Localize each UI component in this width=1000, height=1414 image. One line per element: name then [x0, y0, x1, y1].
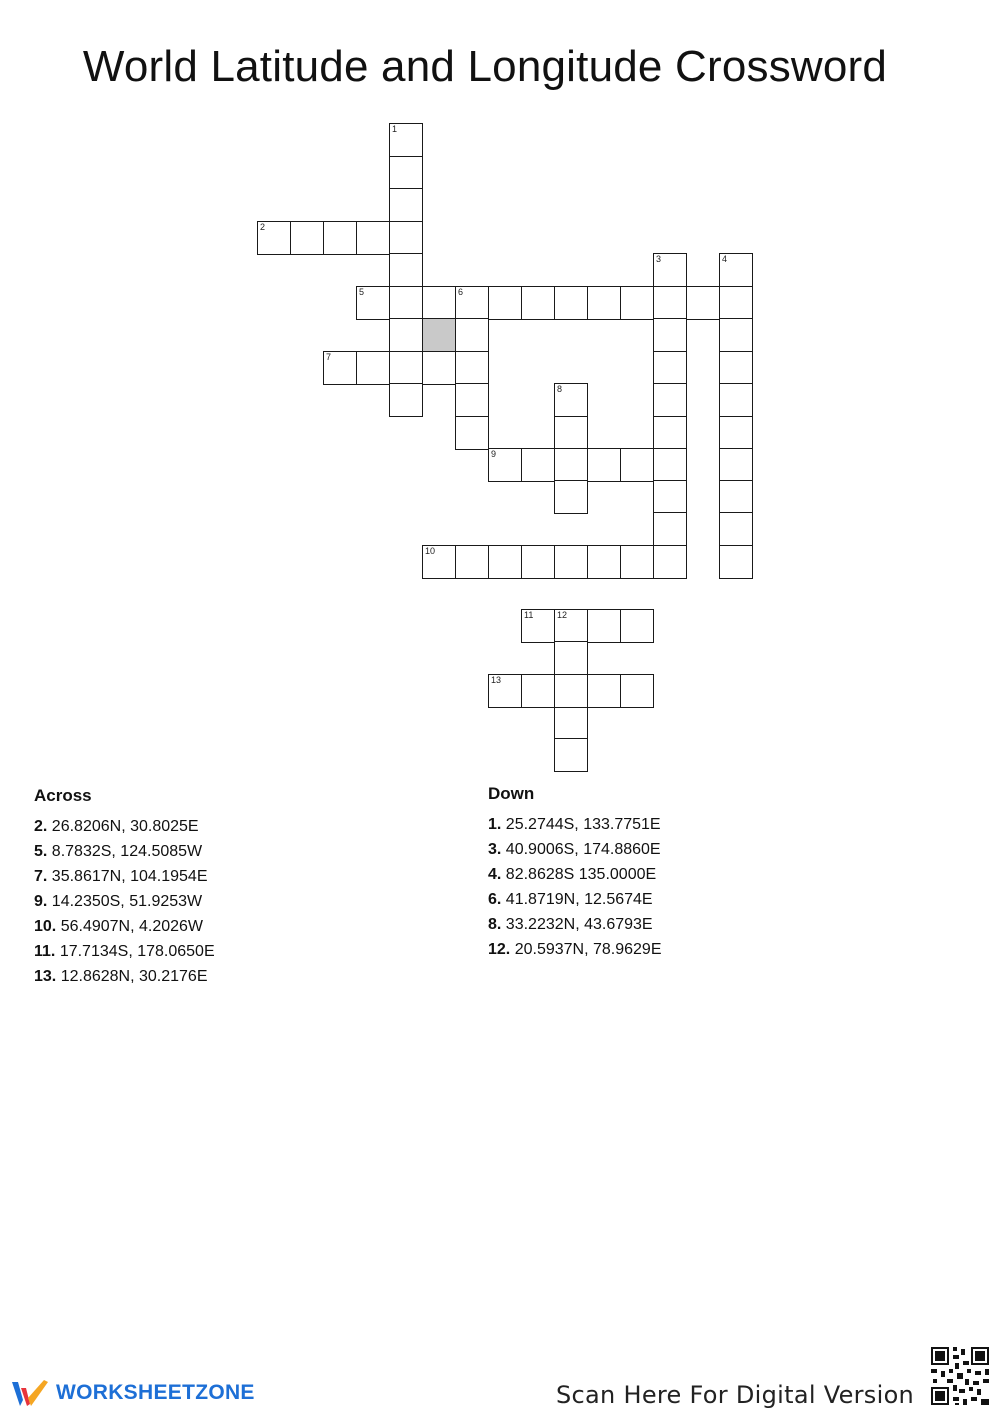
clue-number-label: 12	[557, 610, 568, 620]
crossword-cell[interactable]	[521, 674, 555, 708]
crossword-cell[interactable]	[422, 286, 456, 320]
crossword-cell[interactable]	[653, 545, 687, 579]
crossword-cell[interactable]	[554, 545, 588, 579]
crossword-cell[interactable]	[389, 253, 423, 287]
crossword-cell[interactable]	[455, 383, 489, 417]
clue-item	[34, 814, 215, 839]
crossword-cell[interactable]	[554, 674, 588, 708]
clue-number: 9.	[34, 893, 48, 910]
crossword-cell[interactable]	[389, 383, 423, 417]
crossword-cell[interactable]	[521, 545, 555, 579]
crossword-cell[interactable]	[389, 221, 423, 255]
crossword-cell[interactable]	[587, 448, 621, 482]
crossword-cell[interactable]	[587, 545, 621, 579]
crossword-cell[interactable]	[554, 448, 588, 482]
crossword-cell[interactable]	[653, 480, 687, 514]
clue-text: 40.9006S, 174.8860E	[505, 841, 661, 858]
crossword-cell[interactable]	[521, 609, 555, 643]
clue-number-label: 4	[722, 254, 728, 264]
crossword-cell[interactable]	[653, 416, 687, 450]
clue-number: 11.	[34, 943, 56, 960]
clue-number-label: 2	[260, 222, 266, 232]
crossword-cell[interactable]	[455, 351, 489, 385]
crossword-cell[interactable]	[455, 286, 489, 320]
crossword-cell[interactable]	[521, 448, 555, 482]
across-clue-list	[34, 814, 215, 989]
down-clue-list	[488, 812, 662, 962]
clue-number-label: 7	[326, 352, 332, 362]
crossword-cell[interactable]	[719, 480, 753, 514]
crossword-cell[interactable]	[587, 609, 621, 643]
crossword-cell[interactable]	[719, 416, 753, 450]
clue-number: 6.	[488, 891, 502, 908]
clue-number: 10.	[34, 918, 57, 935]
crossword-cell[interactable]	[554, 480, 588, 514]
crossword-cell[interactable]	[620, 448, 654, 482]
crossword-cell[interactable]	[488, 674, 522, 708]
clue-item	[488, 837, 662, 862]
crossword-cell[interactable]	[653, 448, 687, 482]
clue-number-label: 11	[524, 610, 534, 620]
crossword-cell[interactable]	[653, 286, 687, 320]
crossword-cell[interactable]	[620, 609, 654, 643]
crossword-cell[interactable]	[323, 221, 357, 255]
clue-text: 26.8206N, 30.8025E	[51, 818, 199, 835]
crossword-cell[interactable]	[257, 221, 291, 255]
crossword-cell[interactable]	[554, 286, 588, 320]
crossword-cell[interactable]	[290, 221, 324, 255]
crossword-cell[interactable]	[323, 351, 357, 385]
scan-instruction: Scan Here For Digital Version	[556, 1381, 915, 1409]
clue-text: 17.7134S, 178.0650E	[59, 943, 215, 960]
crossword-cell[interactable]	[719, 253, 753, 287]
crossword-cell[interactable]	[488, 448, 522, 482]
clue-text: 8.7832S, 124.5085W	[51, 843, 203, 860]
clue-text: 33.2232N, 43.6793E	[505, 916, 653, 933]
clue-number: 12.	[488, 941, 511, 958]
crossword-cell[interactable]	[719, 448, 753, 482]
crossword-cell[interactable]	[389, 156, 423, 190]
crossword-cell[interactable]	[554, 416, 588, 450]
crossword-cell[interactable]	[719, 512, 753, 546]
clue-number: 2.	[34, 818, 48, 835]
crossword-cell[interactable]	[653, 512, 687, 546]
crossword-cell[interactable]	[356, 351, 390, 385]
clue-text: 41.8719N, 12.5674E	[505, 891, 653, 908]
clue-number: 5.	[34, 843, 48, 860]
clue-number: 3.	[488, 841, 502, 858]
clue-item	[34, 889, 215, 914]
clue-number-label: 5	[359, 287, 365, 297]
crossword-cell[interactable]	[521, 286, 555, 320]
clue-item	[488, 862, 662, 887]
logo-icon	[10, 1378, 50, 1408]
crossword-cell[interactable]	[389, 318, 423, 352]
crossword-cell[interactable]	[389, 351, 423, 385]
clue-number-label: 1	[392, 124, 398, 134]
clue-text: 12.8628N, 30.2176E	[60, 968, 208, 985]
crossword-cell[interactable]	[620, 674, 654, 708]
crossword-cell[interactable]	[719, 383, 753, 417]
clue-text: 20.5937N, 78.9629E	[514, 941, 662, 958]
qr-code-icon[interactable]	[927, 1343, 993, 1409]
crossword-cell[interactable]	[554, 609, 588, 643]
clue-item	[34, 864, 215, 889]
across-heading: Across	[34, 786, 92, 805]
crossword-cell[interactable]	[653, 318, 687, 352]
clue-text: 56.4907N, 4.2026W	[60, 918, 204, 935]
crossword-cell[interactable]	[587, 674, 621, 708]
clue-number-label: 10	[425, 546, 436, 556]
page-title: World Latitude and Longitude Crossword	[82, 42, 888, 91]
clue-number: 8.	[488, 916, 502, 933]
clue-number-label: 13	[491, 675, 502, 685]
clue-item	[34, 939, 215, 964]
crossword-cell[interactable]	[422, 545, 456, 579]
down-clues	[488, 784, 662, 962]
clue-number-label: 8	[557, 384, 563, 394]
clue-item	[488, 887, 662, 912]
clue-number: 4.	[488, 866, 502, 883]
clue-item	[34, 964, 215, 989]
clue-text: 35.8617N, 104.1954E	[51, 868, 208, 885]
clue-text: 82.8628S 135.0000E	[505, 866, 657, 883]
clue-item	[34, 839, 215, 864]
clue-number-label: 9	[491, 449, 497, 459]
clue-number: 1.	[488, 816, 502, 833]
crossword-cell[interactable]	[389, 188, 423, 222]
crossword-cell[interactable]	[686, 286, 720, 320]
clue-item	[488, 812, 662, 837]
down-heading: Down	[488, 784, 535, 803]
crossword-cell[interactable]	[620, 286, 654, 320]
clue-text: 25.2744S, 133.7751E	[505, 816, 661, 833]
crossword-cell[interactable]	[455, 545, 489, 579]
crossword-cell[interactable]	[455, 318, 489, 352]
crossword-cell[interactable]	[488, 545, 522, 579]
across-clues	[34, 786, 215, 989]
shaded-cell	[422, 318, 456, 352]
crossword-cell[interactable]	[719, 351, 753, 385]
crossword-cell[interactable]	[422, 351, 456, 385]
clue-item	[488, 937, 662, 962]
clue-item	[488, 912, 662, 937]
clue-text: 14.2350S, 51.9253W	[51, 893, 203, 910]
crossword-cell[interactable]	[653, 351, 687, 385]
crossword-cell[interactable]	[554, 641, 588, 675]
clue-number-label: 3	[656, 254, 662, 264]
clue-number: 13.	[34, 968, 57, 985]
crossword-cell[interactable]	[356, 286, 390, 320]
crossword-cell[interactable]	[455, 416, 489, 450]
logo-text: WORKSHEETZONE	[56, 1381, 255, 1404]
crossword-cell[interactable]	[389, 123, 423, 157]
crossword-cell[interactable]	[620, 545, 654, 579]
crossword-cell[interactable]	[653, 383, 687, 417]
crossword-cell[interactable]	[719, 318, 753, 352]
crossword-cell[interactable]	[653, 253, 687, 287]
crossword-cell[interactable]	[587, 286, 621, 320]
crossword-cell[interactable]	[554, 738, 588, 772]
worksheetzone-logo[interactable]	[10, 1376, 255, 1410]
crossword-cell[interactable]	[719, 545, 753, 579]
crossword-cell[interactable]	[554, 383, 588, 417]
clue-number-label: 6	[458, 287, 464, 297]
crossword-cell[interactable]	[488, 286, 522, 320]
crossword-cell[interactable]	[719, 286, 753, 320]
crossword-cell[interactable]	[554, 706, 588, 740]
crossword-cell[interactable]	[356, 221, 390, 255]
crossword-cell[interactable]	[389, 286, 423, 320]
clue-number: 7.	[34, 868, 48, 885]
clue-item	[34, 914, 215, 939]
